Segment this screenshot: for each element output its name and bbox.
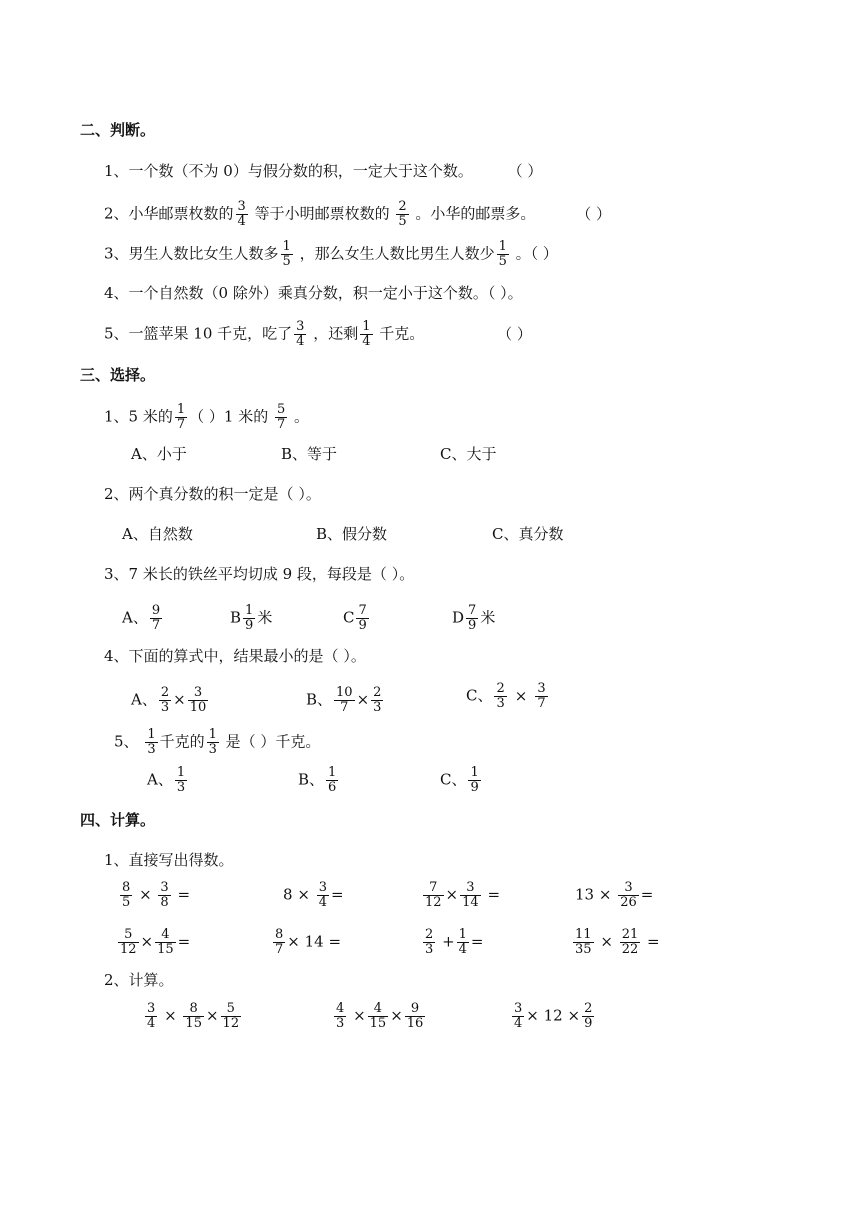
text-segment: × [205, 1006, 219, 1025]
judge-q5-text-a: 5、一篮苹果 10 千克，吃了 [104, 324, 293, 343]
choice-q1-option-b[interactable]: B、等于 [281, 445, 338, 463]
fraction-denominator: 4 [514, 1016, 523, 1031]
text-segment: × [445, 885, 459, 904]
choice-q2-option-b[interactable]: B、假分数 [316, 525, 388, 543]
text-segment: B、 [298, 770, 325, 789]
fraction [150, 604, 162, 633]
text-segment: A、 [147, 770, 173, 789]
text-segment: × [139, 885, 152, 904]
fraction-denominator: 9 [584, 1016, 593, 1031]
text-segment: 8 [283, 885, 293, 904]
fraction-numerator: 3 [296, 319, 305, 334]
fraction-numerator: 11 [575, 927, 592, 942]
fraction-numerator: 3 [537, 681, 546, 696]
text-segment: 5、 [114, 732, 144, 751]
fraction [423, 881, 444, 910]
fraction [145, 1002, 157, 1031]
fraction [243, 604, 255, 633]
judge-q5 [104, 320, 532, 349]
text-segment: × [514, 686, 528, 705]
fraction [618, 881, 639, 910]
fraction-numerator: 1 [208, 727, 217, 742]
choice-q1-text-c: 。 [289, 407, 310, 426]
fraction-numerator: 8 [183, 1002, 204, 1017]
fraction [188, 686, 209, 715]
fraction [294, 320, 306, 349]
fraction [494, 682, 506, 711]
fraction [423, 928, 435, 957]
fraction-numerator: 8 [122, 880, 131, 895]
text-segment: × [287, 932, 300, 951]
text-segment: C [343, 608, 355, 627]
fraction-numerator: 3 [237, 199, 246, 214]
section-4-title: 四、计算。 [80, 811, 156, 829]
fraction [175, 766, 187, 795]
fraction [512, 1002, 524, 1031]
fraction-denominator: 9 [358, 618, 367, 633]
fraction-numerator: 4 [368, 1002, 389, 1017]
text-segment: C、 [466, 686, 493, 705]
fraction-denominator: 4 [296, 334, 305, 349]
fraction-numerator: 1 [362, 319, 371, 334]
fraction [396, 200, 408, 229]
fraction-denominator: 7 [340, 700, 349, 715]
fraction-numerator: 1 [147, 727, 156, 742]
text-segment: D [452, 608, 465, 627]
fraction-numerator: 5 [118, 928, 139, 943]
fraction [155, 928, 176, 957]
text-segment[interactable]: = [328, 932, 342, 951]
fraction [159, 686, 171, 715]
fraction-numerator: 3 [188, 686, 209, 701]
judge-q2-text-c: 。小华的邮票多。 [410, 204, 536, 223]
fraction-numerator: 9 [405, 1002, 426, 1017]
choice-q3-option-b[interactable] [230, 604, 272, 633]
fraction-numerator: 2 [398, 199, 407, 214]
fraction [275, 403, 287, 432]
fraction-numerator: 3 [147, 1001, 156, 1016]
text-segment: × [140, 932, 154, 951]
fraction-denominator: 9 [470, 780, 479, 795]
fraction [183, 1002, 204, 1031]
fraction-denominator: 4 [362, 334, 371, 349]
fraction-numerator: 10 [336, 685, 353, 700]
text-segment[interactable]: = [487, 885, 501, 904]
fraction-denominator: 26 [620, 895, 637, 910]
section-3-title: 三、选择。 [80, 366, 156, 384]
fraction-denominator: 3 [425, 942, 434, 957]
calc-r1-c [421, 881, 500, 910]
judge-q3-text-b: ，那么女生人数比男生人数少 [294, 244, 495, 263]
fraction [236, 200, 248, 229]
fraction [371, 686, 383, 715]
fraction [535, 682, 547, 711]
fraction [460, 881, 481, 910]
judge-q5-text-b: ，还剩 [308, 324, 359, 343]
fraction-denominator: 14 [462, 895, 479, 910]
fraction [326, 766, 338, 795]
judge-q5-answer[interactable]: （ ） [497, 324, 532, 343]
fraction-denominator: 10 [189, 700, 207, 715]
fraction-denominator: 7 [277, 417, 286, 432]
choice-q1-text-b[interactable]: （ ）1 米的 [189, 407, 273, 426]
fraction-denominator: 3 [160, 700, 170, 715]
fraction-numerator: 2 [373, 685, 382, 700]
fraction [281, 240, 293, 269]
fraction [207, 728, 219, 757]
fraction-denominator: 7 [275, 942, 284, 957]
fraction [360, 320, 372, 349]
fraction-denominator: 3 [176, 780, 186, 795]
text-segment: 米 [480, 608, 496, 627]
fraction [118, 928, 139, 957]
fraction-numerator: 7 [358, 603, 367, 618]
calc-r2-c [421, 928, 484, 957]
judge-q1-answer[interactable]: （ ） [507, 162, 543, 180]
text-segment: × [600, 932, 613, 951]
fraction-numerator: 4 [336, 1001, 345, 1016]
fraction-numerator: 2 [425, 927, 434, 942]
calc-r1-b [283, 881, 344, 910]
choice-q3-option-a[interactable] [122, 604, 164, 633]
text-segment: × [173, 690, 186, 709]
judge-q3 [104, 240, 558, 269]
fraction-denominator: 3 [373, 700, 382, 715]
judge-q3-text-a: 3、男生人数比女生人数多 [104, 244, 279, 263]
fraction-numerator: 1 [328, 765, 337, 780]
fraction-denominator: 7 [176, 417, 186, 432]
choice-q1-option-a[interactable]: A、小于 [131, 445, 187, 463]
fraction-numerator: 1 [470, 765, 479, 780]
fraction-numerator: 1 [176, 402, 186, 417]
fraction-numerator: 2 [496, 681, 505, 696]
choice-q2-option-a[interactable]: A、自然数 [122, 525, 193, 543]
fraction [582, 1002, 594, 1031]
choice-q3: 3、7 米长的铁丝平均切成 9 段，每段是（ ）。 [104, 565, 415, 583]
fraction-denominator: 15 [369, 1016, 387, 1031]
text-segment: × [598, 885, 612, 904]
fraction-denominator: 9 [245, 618, 254, 633]
fraction [158, 881, 170, 910]
fraction [468, 766, 480, 795]
fraction-denominator: 7 [537, 696, 546, 711]
calc-r1-a [118, 881, 190, 910]
text-segment: × [356, 690, 370, 709]
text-segment: × [297, 885, 310, 904]
text-segment: B、 [306, 690, 333, 709]
choice-q4-option-c[interactable] [466, 682, 550, 711]
text-segment: × [526, 1006, 539, 1025]
fraction-denominator: 4 [147, 1016, 156, 1031]
fraction-numerator: 1 [282, 239, 291, 254]
text-segment[interactable]: = [177, 885, 191, 904]
fraction-denominator: 7 [151, 618, 161, 633]
fraction-denominator: 3 [496, 696, 505, 711]
fraction-denominator: 5 [398, 214, 407, 229]
choice-q3-option-d[interactable] [452, 604, 495, 633]
fraction [457, 928, 469, 957]
text-segment: B [230, 608, 242, 627]
fraction-numerator: 9 [151, 603, 161, 618]
text-segment: A、 [131, 690, 157, 709]
text-segment: 13 [575, 885, 595, 904]
text-segment[interactable]: = [647, 932, 660, 951]
choice-q1 [104, 403, 309, 432]
fraction-numerator: 1 [176, 765, 186, 780]
choice-q5 [114, 728, 320, 757]
fraction-denominator: 12 [425, 895, 442, 910]
fraction [317, 881, 329, 910]
judge-q5-text-c: 千克。 [374, 324, 425, 343]
choice-q4-option-a[interactable] [131, 686, 210, 715]
fraction-numerator: 3 [618, 881, 639, 896]
fraction-denominator: 12 [120, 942, 137, 957]
fraction-numerator: 4 [155, 928, 176, 943]
fraction [573, 928, 594, 957]
choice-q3-option-c[interactable] [343, 604, 371, 633]
fraction-denominator: 15 [185, 1016, 202, 1031]
fraction [497, 240, 509, 269]
fraction [620, 928, 641, 957]
fraction-numerator: 1 [458, 927, 467, 942]
judge-q4: 4、一个自然数（0 除外）乘真分数，积一定小于这个数。（ ）。 [104, 284, 523, 302]
fraction-denominator: 12 [222, 1016, 240, 1031]
text-segment: × [164, 1006, 177, 1025]
judge-q3-text-c[interactable]: 。（ ） [510, 244, 558, 263]
fraction [334, 686, 355, 715]
fraction-numerator: 3 [514, 1001, 523, 1016]
fraction-numerator: 2 [584, 1001, 593, 1016]
fraction-numerator: 3 [160, 880, 169, 895]
judge-q1 [104, 161, 542, 181]
calc-r3-c [510, 1002, 596, 1031]
fraction-numerator: 21 [621, 927, 639, 942]
calc-r3-b [332, 1002, 427, 1031]
fraction-numerator: 2 [160, 685, 170, 700]
calc-r2-b [271, 928, 341, 957]
fraction-denominator: 4 [237, 214, 246, 229]
text-segment[interactable]: = [177, 932, 191, 951]
text-segment[interactable]: = [470, 932, 484, 951]
calc-r3-a [143, 1002, 243, 1031]
judge-q2-answer[interactable]: （ ） [576, 204, 611, 223]
calc-part-2-label: 2、计算。 [104, 971, 174, 989]
fraction [175, 403, 187, 432]
fraction-denominator: 4 [458, 942, 467, 957]
fraction-numerator: 1 [498, 239, 507, 254]
section-2-title: 二、判断。 [80, 121, 156, 139]
fraction-numerator: 5 [277, 402, 286, 417]
judge-q2 [104, 200, 611, 229]
fraction [466, 604, 478, 633]
fraction-numerator: 3 [460, 881, 481, 896]
fraction-denominator: 9 [468, 618, 477, 633]
text-segment: A、 [122, 608, 148, 627]
text-segment: C、 [440, 770, 467, 789]
text-segment: + [442, 932, 455, 951]
fraction-denominator: 15 [157, 942, 174, 957]
fraction-denominator: 4 [318, 895, 327, 910]
fraction-numerator: 7 [468, 603, 477, 618]
fraction-denominator: 5 [498, 254, 507, 269]
fraction [368, 1002, 389, 1031]
choice-q1-option-c[interactable]: C、大于 [440, 445, 497, 463]
choice-q4-option-b[interactable] [306, 686, 385, 715]
choice-q2: 2、两个真分数的积一定是（ ）。 [104, 485, 321, 503]
choice-q5-option-b[interactable] [298, 766, 340, 795]
text-segment: × [353, 1006, 366, 1025]
judge-q2-text-a: 2、小华邮票枚数的 [104, 204, 234, 223]
fraction-denominator: 6 [328, 780, 337, 795]
fraction [221, 1002, 242, 1031]
fraction-denominator: 3 [208, 742, 217, 757]
calc-r2-a [116, 928, 190, 957]
fraction-denominator: 8 [160, 895, 169, 910]
fraction-denominator: 3 [336, 1016, 345, 1031]
fraction-numerator: 8 [275, 927, 284, 942]
fraction [120, 881, 132, 910]
calc-r2-d [571, 928, 660, 957]
fraction-denominator: 35 [575, 942, 592, 957]
fraction-denominator: 16 [406, 1016, 424, 1031]
text-segment[interactable]: 是（ ）千克。 [220, 732, 321, 751]
text-segment: 千克的 [159, 732, 205, 751]
calc-r1-d [575, 881, 653, 910]
fraction [273, 928, 285, 957]
fraction-numerator: 1 [245, 603, 254, 618]
fraction [334, 1002, 346, 1031]
text-segment: 12 [543, 1006, 563, 1025]
fraction-numerator: 7 [423, 881, 444, 896]
fraction [356, 604, 368, 633]
text-segment: × [390, 1006, 403, 1025]
text-segment[interactable]: = [640, 885, 654, 904]
fraction-denominator: 3 [147, 742, 156, 757]
choice-q2-option-c[interactable]: C、真分数 [492, 525, 564, 543]
choice-q5-option-c[interactable] [440, 766, 483, 795]
text-segment[interactable]: = [330, 885, 344, 904]
fraction-denominator: 5 [122, 895, 131, 910]
fraction-numerator: 5 [221, 1002, 242, 1017]
text-segment: 米 [257, 608, 273, 627]
text-segment: 14 [304, 932, 324, 951]
text-segment: × [567, 1006, 581, 1025]
judge-q2-text-b: 等于小明邮票枚数的 [249, 204, 395, 223]
fraction-numerator: 3 [318, 880, 327, 895]
choice-q5-option-a[interactable] [147, 766, 189, 795]
judge-q1-text: 1、一个数（不为 0）与假分数的积，一定大于这个数。 [104, 162, 473, 180]
fraction-denominator: 22 [621, 942, 639, 957]
fraction [145, 728, 157, 757]
fraction [405, 1002, 426, 1031]
fraction-denominator: 5 [282, 254, 291, 269]
choice-q1-text-a: 1、5 米的 [104, 407, 173, 426]
choice-q4: 4、下面的算式中，结果最小的是（ ）。 [104, 647, 366, 665]
calc-part-1-label: 1、直接写出得数。 [104, 851, 234, 869]
